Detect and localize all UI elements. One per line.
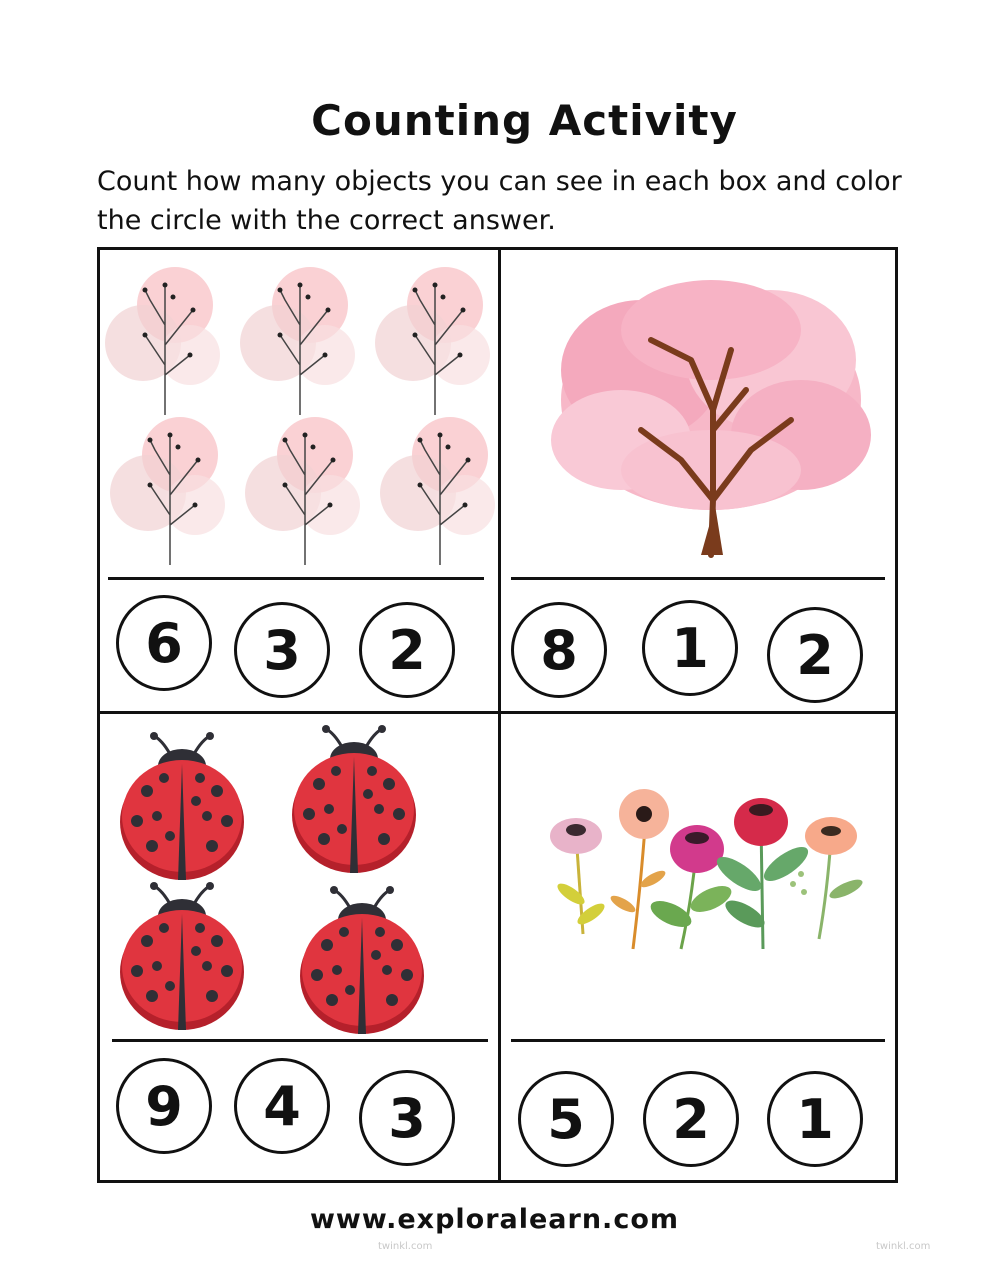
answer-choice[interactable]: 8 — [511, 602, 607, 698]
page-title: Counting Activity — [311, 96, 738, 145]
instructions-text: Count how many objects you can see in each box and color the circle with the correct answer. — [97, 166, 902, 236]
answer-choice[interactable]: 3 — [359, 1070, 455, 1166]
bare-tree-icon — [240, 267, 355, 415]
flower-icon — [647, 825, 735, 949]
bare-tree-icon — [245, 417, 360, 565]
answer-separator — [108, 577, 484, 580]
watermark-left: twinkl.com — [378, 1241, 433, 1252]
ladybug-icon — [120, 882, 244, 1030]
answer-choice[interactable]: 9 — [116, 1058, 212, 1154]
flower-icon — [790, 817, 865, 939]
flowers-group — [501, 714, 898, 1014]
bare-tree-icon — [105, 267, 220, 415]
cherry-blossom-tree-icon — [501, 250, 898, 570]
answer-choice[interactable]: 1 — [767, 1071, 863, 1167]
answer-choice[interactable]: 5 — [518, 1071, 614, 1167]
answer-choice[interactable]: 1 — [642, 600, 738, 696]
box-trees — [100, 250, 498, 711]
bare-tree-icon — [380, 417, 495, 565]
flower-icon — [550, 818, 608, 934]
answer-choice[interactable]: 3 — [234, 602, 330, 698]
answer-choice[interactable]: 2 — [359, 602, 455, 698]
flower-icon — [712, 798, 813, 949]
ladybugs-group — [100, 714, 498, 1044]
counting-grid — [97, 247, 898, 1183]
answer-choice[interactable]: 4 — [234, 1058, 330, 1154]
box-flowers — [501, 714, 898, 1183]
answer-choice[interactable]: 2 — [643, 1071, 739, 1167]
answer-choice[interactable]: 6 — [116, 595, 212, 691]
ladybug-icon — [120, 732, 244, 880]
ladybug-icon — [292, 725, 416, 873]
answer-choice[interactable]: 2 — [767, 607, 863, 703]
bare-trees-group — [100, 250, 498, 580]
box-blossom-tree — [501, 250, 898, 711]
footer-website: www.exploralearn.com — [309, 1204, 680, 1235]
bare-tree-icon — [375, 267, 490, 415]
answer-separator — [112, 1039, 488, 1042]
bare-tree-icon — [110, 417, 225, 565]
box-ladybugs — [100, 714, 498, 1183]
watermark-right: twinkl.com — [876, 1241, 931, 1252]
answer-separator — [511, 1039, 885, 1042]
ladybug-icon — [300, 886, 424, 1034]
flower-icon — [608, 789, 669, 949]
answer-separator — [511, 577, 885, 580]
